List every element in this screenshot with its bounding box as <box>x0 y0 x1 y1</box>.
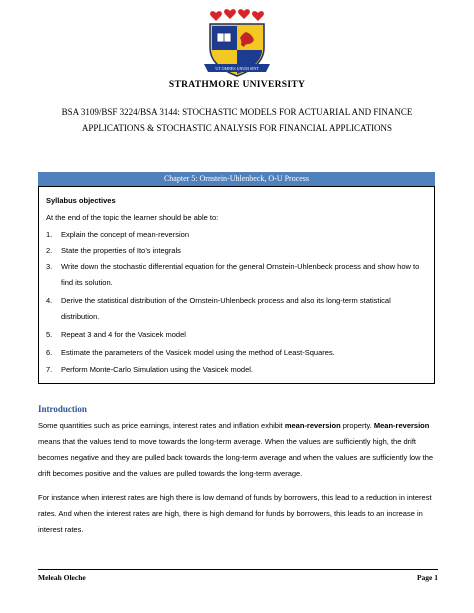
objective-text: State the properties of Ito’s integrals <box>61 246 181 255</box>
objective-text: Perform Monte-Carlo Simulation using the Vasicek model. <box>61 365 254 374</box>
introduction-paragraph-2: For instance when interest rates are high there is low demand of funds by borrowers, this lead to a reduction in interest rates. And when the interest rates are high, there is high demand for funds by borrowers, this leads to an increase in interest rates. <box>38 493 432 534</box>
bold-term: Mean-reversion <box>373 421 430 430</box>
introduction-paragraph-1 <box>38 418 438 482</box>
bold-term: mean-reversion <box>284 421 341 430</box>
syllabus-intro: At the end of the topic the learner should be able to: <box>46 213 219 222</box>
objective-text: Estimate the parameters of the Vasicek model using the method of Least-Squares. <box>61 348 335 357</box>
objective-item <box>46 259 421 291</box>
objective-text: Repeat 3 and 4 for the Vasicek model <box>61 330 186 339</box>
footer-divider <box>38 569 438 570</box>
strathmore-crest-logo <box>202 6 272 80</box>
objective-item <box>46 227 421 243</box>
text-run: property. <box>340 421 374 430</box>
objective-item <box>46 293 421 325</box>
text-run: means that the values tend to move towards the long-term average. When the values are sufficiently high, the drift becomes negative and they are pulled back towards the long-term average and when the values are sufficiently low the drift becomes positive and the values are pulled towards the long-term average. <box>38 437 434 478</box>
syllabus-box <box>38 186 435 384</box>
footer-author: Meleah Oleche <box>38 573 86 582</box>
svg-text:UT OMNES UNUM SINT: UT OMNES UNUM SINT <box>215 66 259 71</box>
university-name: STRATHMORE UNIVERSITY <box>168 80 306 90</box>
course-title: BSA 3109/BSF 3224/BSA 3144: STOCHASTIC MODELS FOR ACTUARIAL AND FINANCE APPLICATIONS & STOCHASTIC ANALYSIS FOR FINANCIAL APPLICATIONS <box>61 107 413 133</box>
objective-number: 6. <box>46 348 53 357</box>
objective-item <box>46 345 421 361</box>
objective-number: 2. <box>46 246 53 255</box>
chapter-banner: Chapter 5: Ornstein-Uhlenbeck, O-U Process <box>38 172 435 186</box>
text-run: Some quantities such as price earnings, interest rates and inflation exhibit <box>38 421 285 430</box>
objective-text: Write down the stochastic differential equation for the general Ornstein-Uhlenbeck process and show how to find its solution. <box>61 262 420 287</box>
objective-number: 5. <box>46 330 53 339</box>
objective-text: Explain the concept of mean-reversion <box>61 230 189 239</box>
objective-item <box>46 243 421 259</box>
objective-item <box>46 327 421 343</box>
footer-page-number: Page 1 <box>416 573 438 582</box>
objective-number: 3. <box>46 262 53 271</box>
introduction-heading: Introduction <box>38 404 87 414</box>
objective-number: 7. <box>46 365 53 374</box>
objective-text: Derive the statistical distribution of the Ornstein-Uhlenbeck process and also its long-term statistical distribution. <box>61 296 391 321</box>
objective-item <box>46 362 421 378</box>
objective-number: 1. <box>46 230 53 239</box>
syllabus-heading: Syllabus objectives <box>46 196 116 205</box>
objective-number: 4. <box>46 296 53 305</box>
